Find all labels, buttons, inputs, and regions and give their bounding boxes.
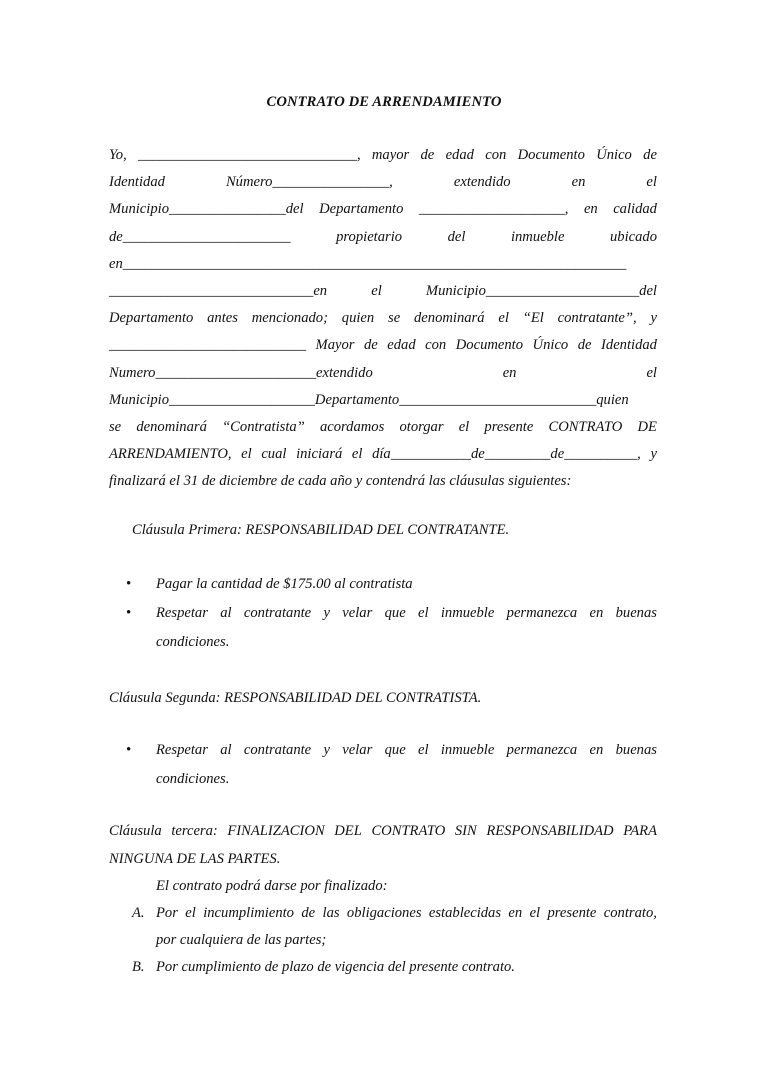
item-text: Por el incumplimiento de las obligaciones establecidas en el presente contrato, (156, 905, 657, 921)
intro-line: finalizará el 31 de diciembre de cada año y contendrá las cláusulas siguientes: (109, 473, 572, 489)
bullet-text: Pagar la cantidad de $175.00 al contratista (156, 576, 413, 592)
item-marker: B. (132, 959, 145, 975)
bullet-icon: • (126, 742, 132, 758)
clause1-bullet-2-continuation: condiciones. (156, 634, 230, 650)
intro-line: se denominará “Contratista” acordamos otorgar el presente CONTRATO DE (109, 419, 657, 435)
clause1-bullet-1 (126, 575, 657, 593)
clause3-heading-line1: Cláusula tercera: FINALIZACION DEL CONTRATO SIN RESPONSABILIDAD PARA (109, 823, 657, 839)
intro-line: Yo, ______________________________, mayor de edad con Documento Único de (109, 147, 657, 163)
clause3-intro: El contrato podrá darse por finalizado: (156, 878, 388, 894)
bullet-text: Respetar al contratante y velar que el inmueble permanezca en buenas (156, 742, 657, 758)
clause2-bullet-1 (126, 741, 657, 759)
intro-line: en_____________________________________________________________________ (109, 256, 627, 272)
intro-line: ARRENDAMIENTO, el cual iniciará el día___________de_________de__________, y (109, 446, 657, 462)
clause1-heading: Cláusula Primera: RESPONSABILIDAD DEL CONTRATANTE. (132, 522, 510, 538)
clause1-bullet-2 (126, 604, 657, 622)
bullet-text: Respetar al contratante y velar que el inmueble permanezca en buenas (156, 605, 657, 621)
clause2-bullet-1-continuation: condiciones. (156, 771, 230, 787)
intro-line: Identidad Número________________, extendido en el (109, 174, 657, 190)
clause2-heading: Cláusula Segunda: RESPONSABILIDAD DEL CONTRATISTA. (109, 690, 482, 706)
clause3-item-b (132, 958, 657, 976)
intro-line: Municipio________________del Departamento ____________________, en calidad (109, 201, 657, 217)
intro-line: de_______________________ propietario del inmueble ubicado (109, 229, 657, 245)
document-title: CONTRATO DE ARRENDAMIENTO (266, 94, 502, 110)
item-marker: A. (132, 905, 145, 921)
intro-line: Departamento antes mencionado; quien se denominará el “El contratante”, y (109, 310, 657, 326)
clause3-item-a-continuation: por cualquiera de las partes; (156, 932, 327, 948)
bullet-icon: • (126, 605, 132, 621)
bullet-icon: • (126, 576, 132, 592)
intro-line: Numero______________________extendido en el (109, 365, 657, 381)
intro-line: ____________________________en el Municipio_____________________del (109, 283, 657, 299)
intro-line: ___________________________ Mayor de edad con Documento Único de Identidad (109, 337, 657, 353)
intro-line: Municipio____________________Departamento___________________________quien (109, 392, 629, 408)
clause3-item-a (132, 904, 657, 922)
clause3-heading-line2: NINGUNA DE LAS PARTES. (109, 851, 281, 867)
item-text: Por cumplimiento de plazo de vigencia del presente contrato. (156, 959, 515, 975)
